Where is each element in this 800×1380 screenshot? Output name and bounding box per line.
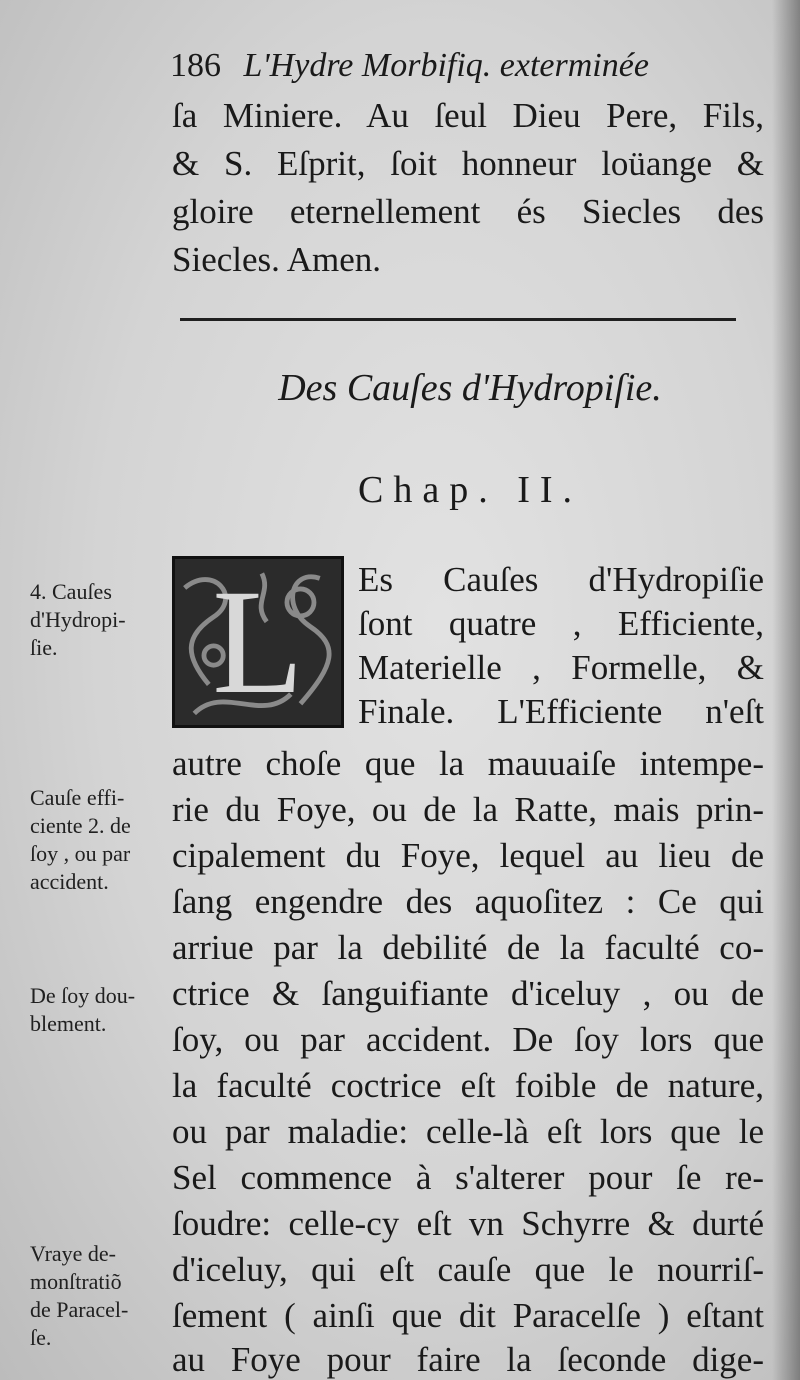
chapter-heading: Chap. II. [357,469,583,511]
chapter-line: cipalement du Foye, lequel au lieu de [172,836,764,875]
margin-note-paracelsus [30,1240,160,1352]
margin-note-causes [30,578,160,662]
margin-note-line: De ſoy dou- [30,983,136,1008]
margin-note-efficient-cause [30,784,160,896]
chapter-line: ſang engendre des aquoſitez : Ce qui [172,882,764,921]
chapter-line: Materielle , Formelle, & [358,648,764,687]
margin-note-line: ſie. [30,635,58,660]
chapter-line: rie du Foye, ou de la Ratte, mais prin- [172,790,764,829]
chapter-line: au Foye pour faire la ſeconde dige- [172,1340,764,1379]
intro-line: gloire eternellement és Siecles des [172,192,764,231]
chapter-line: ſement ( ainſi que dit Paracelſe ) eſtant [172,1296,764,1335]
chapter-line: d'iceluy, qui eſt cauſe que le nourriſ- [172,1250,764,1289]
chapter-line: ſoudre: celle-cy eſt vn Schyrre & durté [172,1204,764,1243]
margin-note-twofold [30,982,160,1038]
chapter-line: ctrice & ſanguifiante d'iceluy , ou de [172,974,764,1013]
margin-note-line: ſe. [30,1325,52,1350]
margin-note-line: accident. [30,869,109,894]
running-title: L'Hydre Morbifiq. exterminée [243,47,649,84]
chapter-line: ſont quatre , Efficiente, [358,604,764,643]
chapter-line: ſoy, ou par accident. De ſoy lors que [172,1020,764,1059]
ornamental-drop-initial [172,556,344,728]
chapter-line: arriue par la debilité de la faculté co- [172,928,764,967]
margin-note-line: 4. Cauſes [30,579,112,604]
page-edge-shadow [772,0,800,1380]
chapter-line: Es Cauſes d'Hydropiſie [358,560,764,599]
drop-initial-letter: L [212,559,304,725]
margin-note-line: d'Hydropi- [30,607,126,632]
intro-line: & S. Eſprit, ſoit honneur loüange & [172,144,764,183]
page-header [170,40,770,92]
margin-note-line: ciente 2. de [30,813,131,838]
section-divider [180,318,736,321]
margin-note-line: monſtratiõ [30,1269,122,1294]
section-title: Des Cauſes d'Hydropiſie. [278,367,662,409]
margin-note-line: ſoy , ou par [30,841,131,866]
page-number: 186 [170,47,221,84]
chapter-line: la faculté coctrice eſt foible de nature, [172,1066,764,1105]
chapter-line: ou par maladie: celle-là eſt lors que le [172,1112,764,1151]
chapter-line: Finale. L'Efficiente n'eſt [358,692,764,731]
margin-note-line: Cauſe effi- [30,785,125,810]
margin-note-line: Vraye de- [30,1241,117,1266]
chapter-line: autre choſe que la mauuaiſe intempe- [172,744,764,783]
margin-note-line: blement. [30,1011,107,1036]
margin-note-line: de Paracel- [30,1297,129,1322]
intro-line: ſa Miniere. Au ſeul Dieu Pere, Fils, [172,96,764,135]
intro-line: Siecles. Amen. [172,240,381,279]
chapter-line: Sel commence à s'alterer pour ſe re- [172,1158,764,1197]
